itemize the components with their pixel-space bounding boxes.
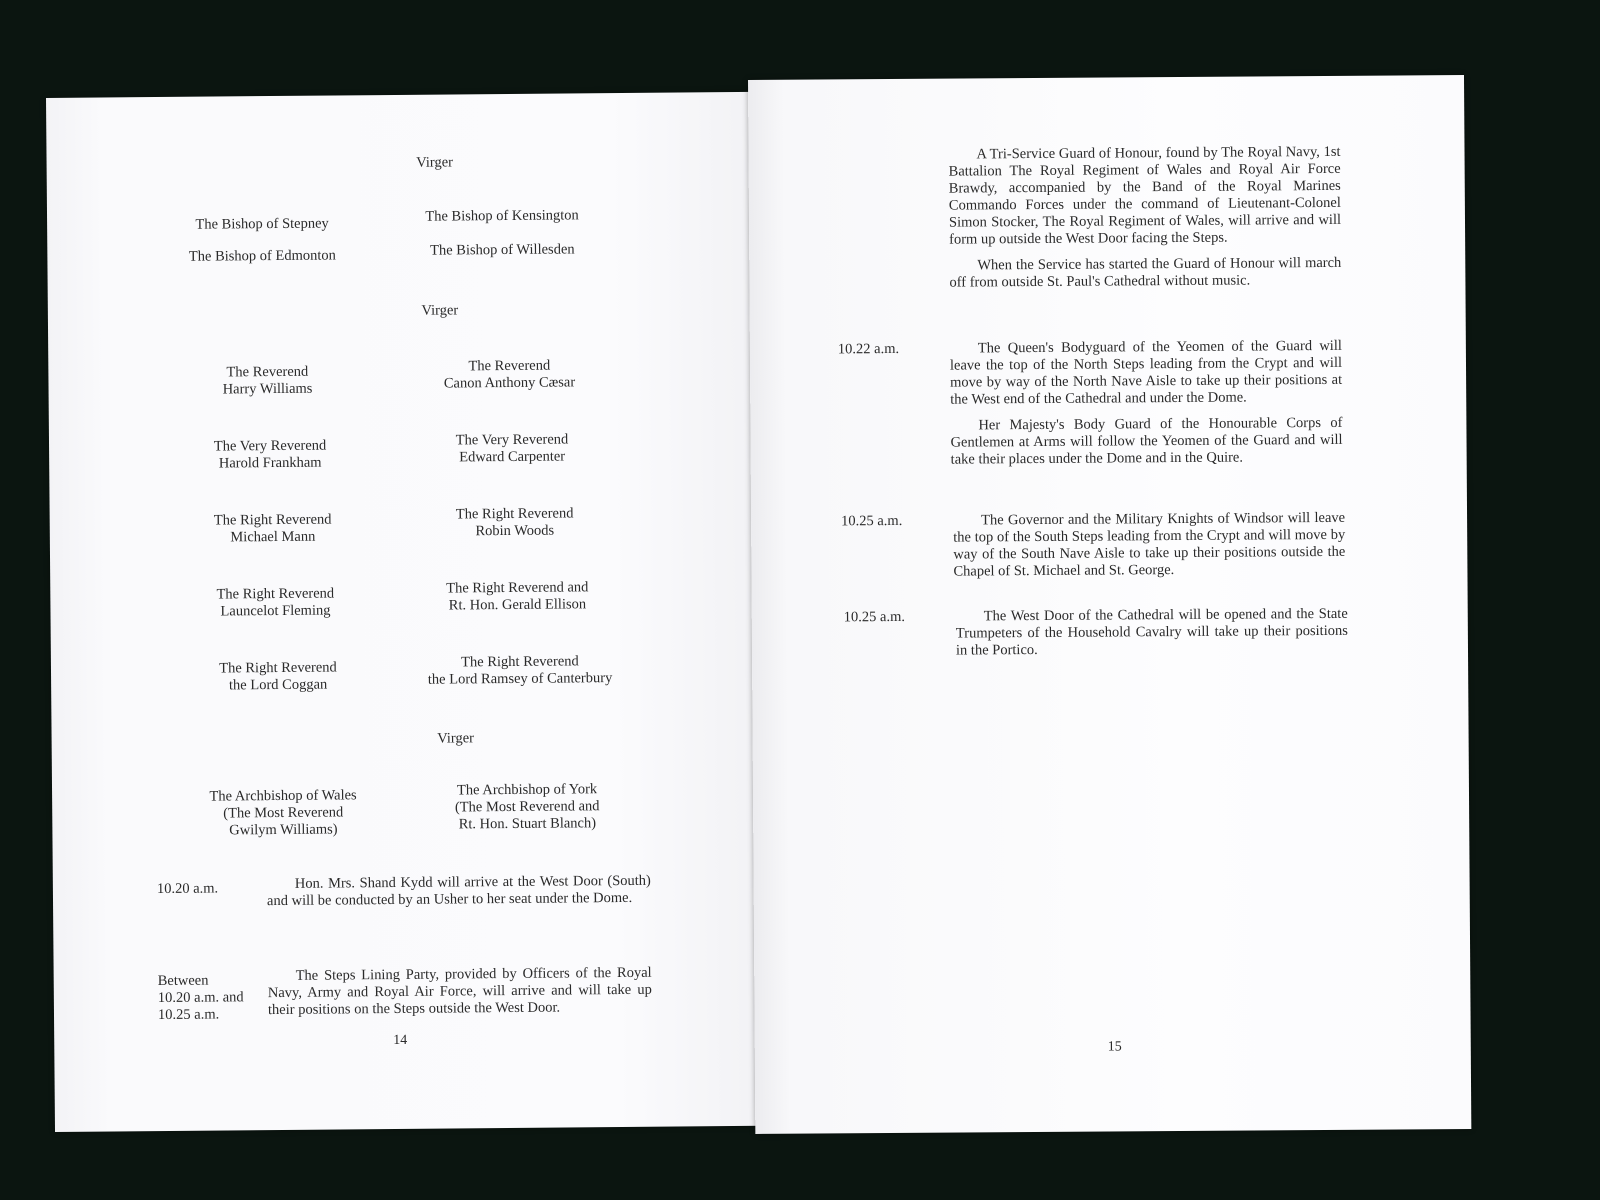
clergy-title: The Right Reverend and: [446, 579, 589, 597]
entry-time: 10.25 a.m.: [843, 608, 906, 626]
archbishop-style: (The Most Reverend: [223, 804, 344, 822]
clergy-name: Canon Anthony Cæsar: [443, 374, 576, 392]
archbishop-name: Rt. Hon. Stuart Blanch): [458, 815, 597, 833]
clergy-title: The Right Reverend: [219, 659, 337, 677]
clergy-title: The Reverend: [226, 363, 309, 381]
archbishop-title: The Archbishop of York: [456, 781, 598, 799]
clergy-title: The Reverend: [468, 357, 551, 375]
clergy-name: Robin Woods: [475, 522, 555, 540]
gentlemen-at-arms-paragraph: Her Majesty's Body Guard of the Honourable Corps of Gentlemen at Arms will follow the Yeomen of the Guard and will take their places under the Dome and in the Quire.: [950, 414, 1343, 468]
clergy-title: The Right Reverend: [216, 585, 335, 603]
left-page: [46, 92, 761, 1132]
archbishop-name: Gwilym Williams): [229, 821, 338, 839]
clergy-right: [405, 653, 635, 689]
archbishop-york: [412, 781, 642, 834]
clergy-title: The Very Reverend: [455, 431, 569, 449]
clergy-right: [397, 431, 627, 467]
entry-text-block: [956, 606, 1348, 660]
clergy-left: [152, 363, 382, 399]
entry-time: 10.25 a.m.: [841, 512, 903, 530]
clergy-right: [400, 505, 630, 541]
clergy-name: the Lord Coggan: [228, 676, 328, 694]
archbishop-wales: [168, 787, 398, 840]
entry-time: [158, 972, 244, 1024]
time-line: 10.25 a.m.: [157, 1006, 220, 1024]
entry-text: The Steps Lining Party, provided by Officers of the Royal Navy, Army and Royal Air Force, will arrive and will take up their positions on the Steps outside the West Door.: [267, 964, 652, 1019]
virger-label: Virger: [416, 154, 454, 171]
clergy-right: [394, 357, 624, 393]
intro-block: [948, 144, 1341, 292]
page-number: 15: [1107, 1039, 1122, 1055]
clergy-left: [158, 511, 388, 547]
clergy-name: Harold Frankham: [218, 454, 322, 472]
page-number: 14: [393, 1032, 408, 1049]
clergy-name: Launcelot Fleming: [220, 602, 331, 620]
entry-time: 10.22 a.m.: [837, 340, 900, 358]
time-line: Between: [157, 972, 209, 990]
clergy-title: The Right Reverend: [461, 653, 579, 671]
clergy-name: Rt. Hon. Gerald Ellison: [448, 596, 587, 614]
right-page: [748, 75, 1471, 1134]
bishop-willesden: The Bishop of Willesden: [429, 241, 575, 259]
clergy-name: Edward Carpenter: [459, 448, 566, 466]
clergy-left: [155, 437, 385, 473]
virger-label: Virger: [437, 730, 475, 747]
military-knights-paragraph: The Governor and the Military Knights of Windsor will leave the top of the South Steps leading from the Crypt and will move by way of the South Nave Aisle to take up their positions outside the Chapel of St. Michael and St. George.: [953, 509, 1346, 580]
entry-text: Hon. Mrs. Shand Kydd will arrive at the West Door (South) and will be conducted by an Usher to her seat under the Dome.: [266, 872, 651, 910]
entry-time: [157, 881, 218, 899]
clergy-title: The Very Reverend: [213, 437, 327, 455]
clergy-name: Harry Williams: [222, 380, 313, 398]
time-line: 10.20 a.m.: [156, 880, 219, 898]
clergy-title: The Right Reverend: [213, 511, 332, 529]
entry-text-block: [953, 510, 1345, 581]
guard-march-off-paragraph: When the Service has started the Guard of Honour will march off from outside St. Paul's Cathedral without music.: [949, 254, 1342, 291]
clergy-right: [402, 579, 632, 615]
bishop-kensington: The Bishop of Kensington: [425, 207, 579, 225]
archbishop-style: (The Most Reverend and: [454, 798, 600, 816]
clergy-left: [160, 585, 390, 621]
bishop-stepney: The Bishop of Stepney: [195, 215, 329, 233]
guard-of-honour-paragraph: A Tri-Service Guard of Honour, found by The Royal Navy, 1st Battalion The Royal Regiment of Wales and Royal Air Force Brawdy, accompanied by the Band of the Royal Marines Commando Forces under the command of Lieutenant-Colonel Simon Stocker, The Royal Regiment of Wales, will arrive and will form up outside the West Door facing the Steps.: [948, 143, 1342, 248]
yeomen-paragraph: The Queen's Bodyguard of the Yeomen of the Guard will leave the top of the North Steps leading from the Crypt and will move by way of the North Nave Aisle to take up their positions at the West end of the Cathedral and under the Dome.: [949, 337, 1343, 408]
archbishop-title: The Archbishop of Wales: [209, 787, 357, 805]
time-line: 10.20 a.m. and: [157, 989, 244, 1007]
entry-text-block: [950, 338, 1343, 469]
west-door-paragraph: The West Door of the Cathedral will be opened and the State Trumpeters of the Household Cavalry will take up their positions in the Portico.: [955, 605, 1348, 659]
virger-label: Virger: [421, 302, 459, 319]
bishop-edmonton: The Bishop of Edmonton: [188, 247, 336, 265]
clergy-left: [163, 659, 393, 695]
clergy-title: The Right Reverend: [455, 505, 574, 523]
clergy-name: the Lord Ramsey of Canterbury: [427, 670, 613, 688]
clergy-name: Michael Mann: [230, 528, 316, 546]
